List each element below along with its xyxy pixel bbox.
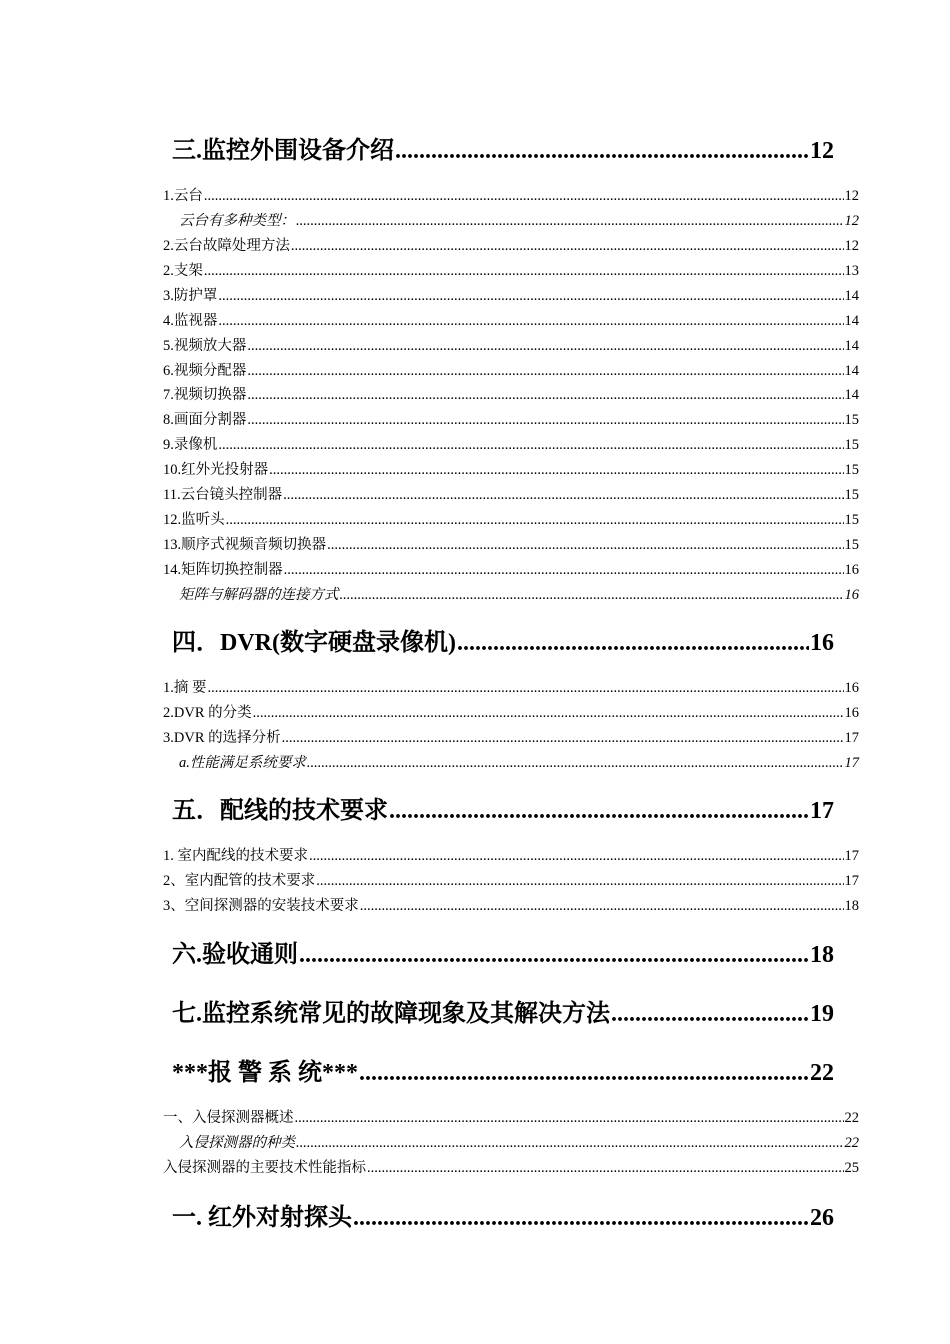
- toc-entry[interactable]: [163, 236, 859, 256]
- toc-leader-dots: [353, 1203, 809, 1233]
- toc-page-number: 14: [844, 338, 859, 354]
- toc-page-number: 18: [844, 898, 859, 914]
- toc-heading[interactable]: [172, 628, 834, 658]
- toc-entry-title: 1.摘 要: [163, 680, 207, 696]
- toc-entry[interactable]: [163, 336, 859, 356]
- toc-entry[interactable]: [163, 385, 859, 405]
- toc-entry[interactable]: [163, 678, 859, 698]
- toc-page-number: 17: [844, 730, 859, 746]
- toc-entry-title: 7.视频切换器: [163, 387, 247, 403]
- toc-leader-dots: [296, 211, 844, 231]
- toc-entry[interactable]: [163, 460, 859, 480]
- toc-page-number: 15: [844, 487, 859, 503]
- toc-entry-title: 2.支架: [163, 263, 203, 279]
- toc-page-number: 13: [844, 263, 859, 279]
- toc-leader-dots: [247, 336, 843, 356]
- toc-leader-dots: [208, 678, 844, 698]
- toc-page-number: 17: [844, 873, 859, 889]
- toc-page-number: 19: [810, 1001, 834, 1027]
- toc-leader-dots: [291, 236, 844, 256]
- toc-leader-dots: [253, 703, 844, 723]
- toc-leader-dots: [327, 535, 843, 555]
- toc-entry[interactable]: [163, 361, 859, 381]
- toc-entry[interactable]: [179, 1133, 859, 1153]
- toc-entry[interactable]: [163, 435, 859, 455]
- toc-entry-title: 10.红外光投射器: [163, 462, 269, 478]
- toc-entry-title: 一、入侵探测器概述: [163, 1110, 294, 1126]
- toc-leader-dots: [218, 286, 843, 306]
- toc-entry-title: 六.验收通则: [172, 942, 298, 968]
- toc-entry-title: 5.视频放大器: [163, 338, 247, 354]
- toc-entry[interactable]: [179, 585, 859, 605]
- toc-page-number: 16: [844, 562, 859, 578]
- toc-page-number: 15: [844, 512, 859, 528]
- toc-leader-dots: [247, 410, 843, 430]
- toc-entry-title: 3.防护罩: [163, 288, 218, 304]
- toc-entry-title: 2.云台故障处理方法: [163, 238, 290, 254]
- toc-leader-dots: [204, 261, 844, 281]
- toc-entry-title: 13.顺序式视频音频切换器: [163, 537, 327, 553]
- toc-heading[interactable]: [172, 1203, 834, 1233]
- toc-entry-title: 14.矩阵切换控制器: [163, 562, 283, 578]
- toc-entry-title: 9.录像机: [163, 437, 218, 453]
- toc-entry[interactable]: [163, 728, 859, 748]
- toc-leader-dots: [389, 796, 809, 826]
- toc-page-number: 22: [844, 1110, 859, 1126]
- toc-page-number: 15: [844, 437, 859, 453]
- toc-page-number: 14: [844, 313, 859, 329]
- toc-leader-dots: [269, 460, 843, 480]
- toc-page-number: 14: [844, 363, 859, 379]
- toc-leader-dots: [316, 871, 843, 891]
- toc-page-number: 16: [844, 587, 859, 603]
- toc-leader-dots: [299, 940, 809, 970]
- toc-entry[interactable]: [163, 186, 859, 206]
- toc-page-number: 14: [844, 387, 859, 403]
- toc-entry[interactable]: [163, 261, 859, 281]
- toc-entry[interactable]: [163, 846, 859, 866]
- toc-page-number: 12: [844, 238, 859, 254]
- toc-leader-dots: [283, 485, 843, 505]
- toc-page-number: 15: [844, 537, 859, 553]
- toc-entry[interactable]: [163, 311, 859, 331]
- toc-heading[interactable]: [172, 796, 834, 826]
- toc-leader-dots: [218, 311, 843, 331]
- toc-heading[interactable]: [172, 1058, 834, 1088]
- toc-entry-title: 云台有多种类型：: [179, 213, 295, 229]
- toc-leader-dots: [340, 585, 844, 605]
- toc-page-number: 16: [844, 705, 859, 721]
- toc-entry-title: 1.云台: [163, 188, 203, 204]
- toc-entry[interactable]: [163, 485, 859, 505]
- toc-heading[interactable]: [172, 999, 834, 1029]
- toc-leader-dots: [296, 1133, 844, 1153]
- toc-entry-title: 四．DVR(数字硬盘录像机): [172, 630, 456, 656]
- toc-leader-dots: [611, 999, 809, 1029]
- toc-entry-title: 12.监听头: [163, 512, 225, 528]
- toc-entry-title: 2、室内配管的技术要求: [163, 873, 316, 889]
- toc-leader-dots: [284, 560, 844, 580]
- toc-leader-dots: [282, 728, 844, 748]
- toc-leader-dots: [247, 361, 843, 381]
- toc-heading[interactable]: [172, 940, 834, 970]
- toc-entry-title: a.性能满足系统要求: [179, 755, 306, 771]
- toc-entry-title: ***报 警 系 统***: [172, 1060, 358, 1086]
- toc-page-number: 12: [844, 188, 859, 204]
- toc-page-number: 18: [810, 942, 834, 968]
- toc-entry[interactable]: [163, 871, 859, 891]
- toc-leader-dots: [309, 846, 844, 866]
- toc-leader-dots: [360, 896, 844, 916]
- toc-leader-dots: [247, 385, 843, 405]
- toc-page-number: 22: [810, 1060, 834, 1086]
- toc-heading[interactable]: [172, 136, 834, 166]
- toc-entry[interactable]: [163, 535, 859, 555]
- toc-entry[interactable]: [163, 410, 859, 430]
- toc-page-number: 16: [810, 630, 834, 656]
- toc-page-number: 14: [844, 288, 859, 304]
- toc-page-number: 15: [844, 462, 859, 478]
- toc-page-number: 16: [844, 680, 859, 696]
- toc-entry-title: 3、空间探测器的安装技术要求: [163, 898, 359, 914]
- toc-entry[interactable]: [163, 510, 859, 530]
- toc-entry-title: 一. 红外对射探头: [172, 1205, 352, 1231]
- toc-entry[interactable]: [163, 896, 859, 916]
- toc-entry[interactable]: [179, 753, 859, 773]
- toc-leader-dots: [359, 1058, 809, 1088]
- toc-leader-dots: [226, 510, 844, 530]
- toc-entry-title: 七.监控系统常见的故障现象及其解决方法: [172, 1001, 610, 1027]
- toc-entry-title: 三.监控外围设备介绍: [172, 138, 394, 164]
- toc-page-number: 26: [810, 1205, 834, 1231]
- toc-entry-title: 矩阵与解码器的连接方式: [179, 587, 339, 603]
- toc-entry-title: 3.DVR 的选择分析: [163, 730, 281, 746]
- toc-leader-dots: [367, 1158, 844, 1178]
- toc-entry-title: 入侵探测器的种类: [179, 1135, 295, 1151]
- toc-entry[interactable]: [163, 703, 859, 723]
- toc-page-number: 17: [844, 848, 859, 864]
- toc-leader-dots: [457, 628, 809, 658]
- toc-page-number: 12: [810, 138, 834, 164]
- toc-leader-dots: [295, 1108, 844, 1128]
- toc-entry[interactable]: [163, 1108, 859, 1128]
- toc-leader-dots: [307, 753, 844, 773]
- toc-page-number: 17: [844, 755, 859, 771]
- toc-entry-title: 2.DVR 的分类: [163, 705, 252, 721]
- toc-leader-dots: [218, 435, 843, 455]
- toc-entry[interactable]: [163, 1158, 859, 1178]
- toc-entry-title: 4.监视器: [163, 313, 218, 329]
- toc-entry-title: 1. 室内配线的技术要求: [163, 848, 308, 864]
- toc-entry-title: 11.云台镜头控制器: [163, 487, 283, 503]
- toc-entry[interactable]: [163, 286, 859, 306]
- toc-page-number: 17: [810, 798, 834, 824]
- toc-entry-title: 五．配线的技术要求: [172, 798, 388, 824]
- toc-page-number: 15: [844, 412, 859, 428]
- toc-page-number: 25: [844, 1160, 859, 1176]
- toc-entry[interactable]: [179, 211, 859, 231]
- toc-entry[interactable]: [163, 560, 859, 580]
- toc-page-number: 12: [844, 213, 859, 229]
- toc-entry-title: 8.画面分割器: [163, 412, 247, 428]
- toc-leader-dots: [204, 186, 844, 206]
- toc-page-number: 22: [844, 1135, 859, 1151]
- toc-entry-title: 入侵探测器的主要技术性能指标: [163, 1160, 366, 1176]
- toc-entry-title: 6.视频分配器: [163, 363, 247, 379]
- toc-leader-dots: [395, 136, 809, 166]
